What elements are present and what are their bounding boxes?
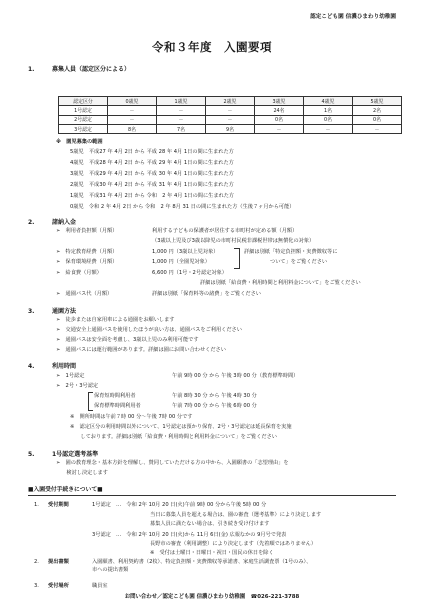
table-cell: 1号認定 xyxy=(59,106,108,115)
procedure-item-line: 3号認定 … 令和 2年 10月 20 日(火)から 11月 6日(金) 広報なかの 9月号で発表 xyxy=(92,532,287,538)
organization-name: 認定こども園 信濃ひまわり幼稚園 xyxy=(310,14,396,20)
fee-note: 詳細は別紙「給食費・利用時間と利用料金について」をご覧ください xyxy=(200,280,361,286)
selection-line: ➢ 園の教育理念・基本方針を理解し、賛同していただける方の中から、入園願書の「志望理由」を xyxy=(56,460,289,466)
fee-text: 6,600 円（1号・2号認定対象） xyxy=(152,270,227,276)
age-range-line: 4歳児 平成28 年 4月 2日 から 平成 29 年 4月 1日の間に生まれた方 xyxy=(70,160,234,166)
age-range-heading: ※ 園児募集の範囲 xyxy=(56,139,103,145)
procedure-item-line: 長野市の審査（利用調整）により決定します（先着順ではありません） xyxy=(150,541,317,547)
table-row xyxy=(59,106,402,115)
hours-time: 午前 7時 00 分 から 午後 6時 00 分 xyxy=(172,403,257,409)
table-cell: 0名 xyxy=(255,115,304,124)
fee-text: 利用する子どもの保護者が居住する市町村が定める額（月額） xyxy=(152,228,298,234)
footer-contact xyxy=(0,592,424,600)
phone-icon: ☎ xyxy=(250,594,258,600)
procedure-item-line: 市への提出書類 xyxy=(92,567,129,573)
table-cell: － xyxy=(157,106,206,115)
table-header-cell: 5歳児 xyxy=(353,97,402,106)
fee-text: 1,000 円（全園児対象） xyxy=(152,259,210,265)
procedure-item-number: 1. xyxy=(34,502,39,508)
table-header-cell: 2歳児 xyxy=(206,97,255,106)
commute-line: ➢ 徒歩または自家用車による通園をお願いします xyxy=(56,317,175,323)
table-cell: 2名 xyxy=(353,106,402,115)
procedure-item-line: ※ 受付は土曜日・日曜日・祝日・国民の休日を除く xyxy=(150,550,274,556)
hours-note: ※ 開所時間は午前７時 00 分～午後 7時 00 分です xyxy=(70,414,193,420)
selection-line: 検討し決定します xyxy=(56,470,108,476)
table-row xyxy=(59,124,402,133)
procedure-item-line: 1号認定 … 令和 2年 10月 20 日(火)午前 9時 00 分から午後 5時 00 分 xyxy=(92,502,267,508)
procedure-item-number: 3. xyxy=(34,583,39,589)
section-2-heading: 2. 諸納入金 xyxy=(28,219,77,226)
hours-label: ➢ 2号・3号認定 xyxy=(56,383,99,389)
table-cell: 24名 xyxy=(255,106,304,115)
hours-time: 午前 9時 00 分 から 午後 3時 00 分（教育標準時間） xyxy=(172,373,299,379)
fee-text: （3歳以上児及び3歳以降児の市町村民税非課税世帯は無償化の対象） xyxy=(152,238,315,244)
table-cell: － xyxy=(206,106,255,115)
table-row xyxy=(59,115,402,124)
table-cell: － xyxy=(108,106,157,115)
table-header-row xyxy=(59,97,402,106)
fee-label: ➢ 特定教育経費（月額） xyxy=(56,249,118,255)
procedure-item-label: 受付場所 xyxy=(48,583,69,589)
table-cell: － xyxy=(206,115,255,124)
table-header-cell: 1歳児 xyxy=(157,97,206,106)
hours-note: ※ 認定区分の利用時間以外について、1号認定は預かり保育、2号・3号認定は延長保育を実施 xyxy=(70,424,292,430)
divider xyxy=(28,495,396,496)
age-range-line: 3歳児 平成29 年 4月 2日 から 平成 30 年 4月 1日の間に生まれた方 xyxy=(70,171,234,177)
table-header-cell: 4歳児 xyxy=(304,97,353,106)
procedure-item-line: 職員室 xyxy=(92,583,108,589)
procedure-item-label: 提出書類 xyxy=(48,559,69,565)
table-header-cell: 認定区分 xyxy=(59,97,108,106)
commute-line: ➢ 通園バスは安全面を考慮し、3歳以上児のみ利用可能です xyxy=(56,337,199,343)
procedure-item-number: 2. xyxy=(34,559,39,565)
procedure-item-line: 募集人員に満たない場合は、引き続き受け付けます xyxy=(150,521,270,527)
procedure-item-line: 当日に募集人員を超える場合は、園の審査（選考基準）により決定します xyxy=(150,512,322,518)
fee-text: 1,000 円（3歳以上児対象） xyxy=(152,249,219,255)
table-cell: 0名 xyxy=(353,115,402,124)
hours-time: 午前 8時 30 分 から 午後 4時 30 分 xyxy=(172,393,257,399)
hours-label: 保育短時間利用者 xyxy=(94,393,136,399)
fee-note: ついて」をご覧ください xyxy=(270,259,328,265)
table-header-cell: 3歳児 xyxy=(255,97,304,106)
table-cell: － xyxy=(157,115,206,124)
age-range-line: 5歳児 平成27 年 4月 2日 から 平成 28 年 4月 1日の間に生まれた方 xyxy=(70,149,234,155)
age-range-line: 2歳児 平成30 年 4月 2日 から 平成 31 年 4月 1日の間に生まれた方 xyxy=(70,182,234,188)
table-cell: － xyxy=(108,115,157,124)
table-cell: － xyxy=(353,124,402,133)
bracket-line xyxy=(88,392,93,411)
fee-note: 詳細は別紙「特定負担額・実費徴収等に xyxy=(244,249,338,255)
section-1-heading: 1. 募集人員（認定区分による） xyxy=(28,66,131,73)
section-4-heading: 4. 利用時間 xyxy=(28,363,77,370)
table-cell: － xyxy=(304,124,353,133)
table-cell: 7名 xyxy=(157,124,206,133)
hours-note: しております。詳細は別紙「給食費・利用時間と利用料金について」をご覧ください xyxy=(70,434,277,440)
table-cell: － xyxy=(255,124,304,133)
fee-label: ➢ 保育環境経費（月額） xyxy=(56,259,118,265)
commute-line: ➢ 交通安全上通園バスを使用したほうが良い方は、通園バスをご利用ください xyxy=(56,327,242,333)
bracket-line xyxy=(234,248,240,269)
procedure-item-label: 受付期間 xyxy=(48,502,69,508)
section-3-heading: 3. 通園方法 xyxy=(28,308,77,315)
table-cell: 1名 xyxy=(304,106,353,115)
age-range-line: 0歳児 令和 2 年 4月 2日 から 令和 2 年 8月 31 日の間に生まれた方（生後７ヶ月から可能） xyxy=(70,204,295,210)
table-header-cell: 0歳児 xyxy=(108,97,157,106)
procedure-heading: ■入園受付手続きについて■ xyxy=(28,487,103,493)
page-title: 令和３年度 入園要項 xyxy=(152,40,272,54)
capacity-table xyxy=(58,96,402,134)
footer-phone: 026-221-3788 xyxy=(257,594,300,600)
procedure-item-line: 入園願書、利用契約書（2枚）、特定負担額・実費徴収等承諾書、家庭生活調査票（1号のみ）、 xyxy=(92,559,312,565)
table-cell: 2号認定 xyxy=(59,115,108,124)
table-cell: 0名 xyxy=(304,115,353,124)
table-cell: 8名 xyxy=(108,124,157,133)
fee-text: 詳細は別紙「保育料等の諸費」をご覧ください xyxy=(152,291,261,297)
table-cell: 9名 xyxy=(206,124,255,133)
hours-label: 保育標準時間利用者 xyxy=(94,403,141,409)
fee-label: ➢ 利用者負担額（月額） xyxy=(56,228,118,234)
commute-line: ➢ 通園バスには運行範囲があります。詳細は園にお問い合わせください xyxy=(56,347,226,353)
table-cell: 3号認定 xyxy=(59,124,108,133)
hours-label: ➢ 1号認定 xyxy=(56,373,85,379)
section-5-heading: 5. 1号認定選考基準 xyxy=(28,451,99,458)
fee-label: ➢ 通園バス代（月額） xyxy=(56,291,113,297)
age-range-line: 1歳児 平成31 年 4月 2日 から 令和 2 年 4月 1日の間に生まれた方 xyxy=(70,193,235,199)
footer-text: お問い合わせ／認定こども園 信濃ひまわり幼稚園 xyxy=(124,594,251,600)
fee-label: ➢ 給食費（月額） xyxy=(56,270,102,276)
